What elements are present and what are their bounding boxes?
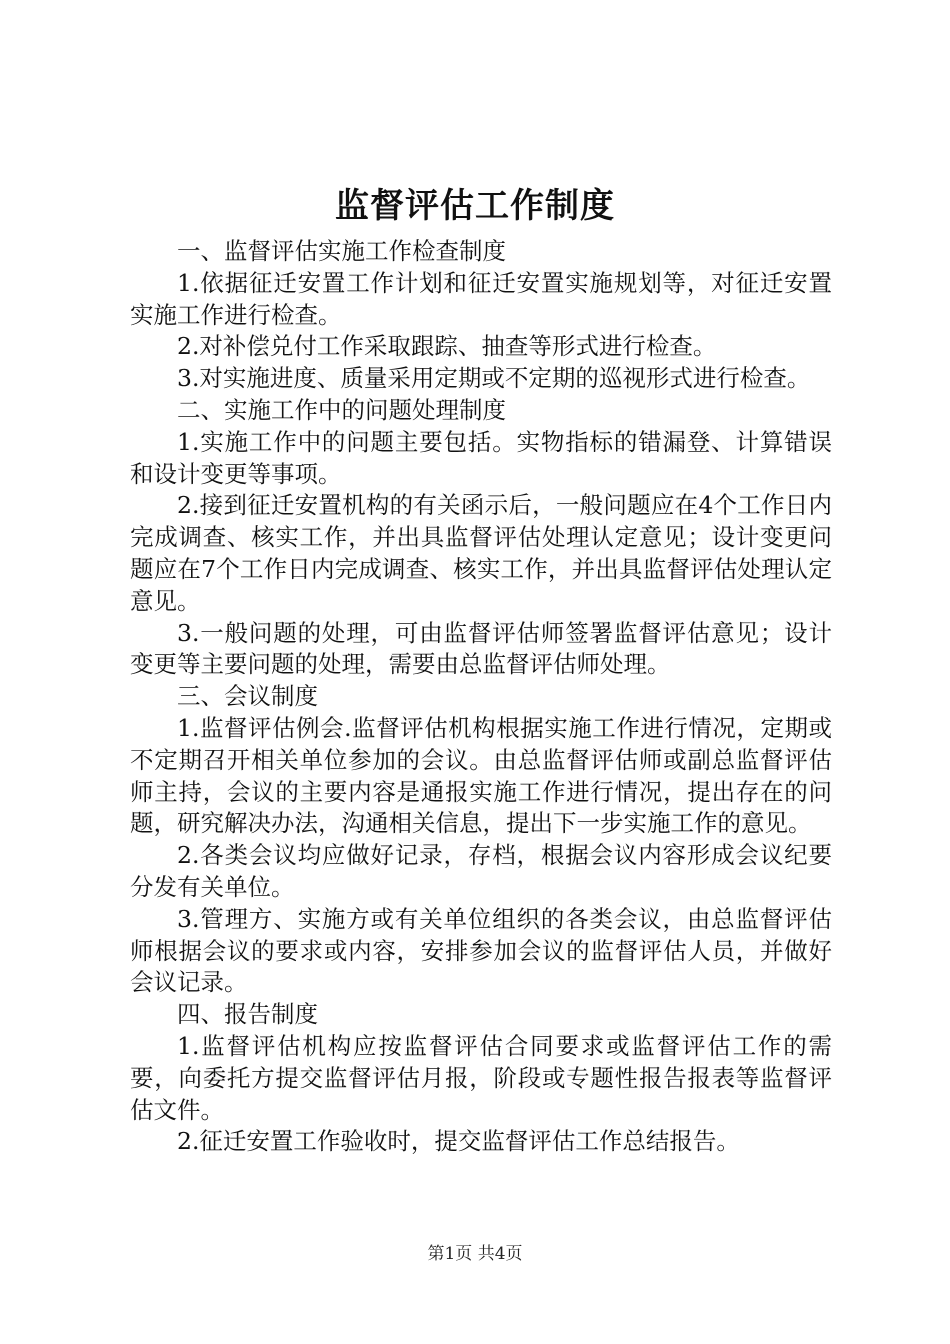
- section-heading: 四、报告制度: [177, 1000, 318, 1029]
- paragraph: 3.管理方、实施方或有关单位组织的各类会议，由总监督评估师根据会议的要求或内容，安排参加会议的监督评估人员，并做好会议记录。: [130, 904, 832, 997]
- section-heading: 一、监督评估实施工作检查制度: [177, 237, 506, 265]
- paragraph: 3.一般问题的处理，可由监督评估师签署监督评估意见；设计变更等主要问题的处理，需要由总监督评估师处理。: [130, 618, 832, 679]
- paragraph: 2.各类会议均应做好记录，存档，根据会议内容形成会议纪要分发有关单位。: [130, 841, 832, 901]
- paragraph: 1.实施工作中的问题主要包括。实物指标的错漏登、计算错误和设计变更等事项。: [130, 427, 832, 488]
- paragraph: 1.监督评估机构应按监督评估合同要求或监督评估工作的需要，向委托方提交监督评估月报，阶段或专题性报告报表等监督评估文件。: [130, 1031, 832, 1124]
- paragraph: 2.征迁安置工作验收时，提交监督评估工作总结报告。: [177, 1127, 740, 1156]
- document-title: 监督评估工作制度: [335, 186, 615, 226]
- page-footer: 第1页 共4页: [427, 1244, 523, 1264]
- paragraph: 2.对补偿兑付工作采取跟踪、抽查等形式进行检查。: [177, 332, 717, 361]
- section-heading: 二、实施工作中的问题处理制度: [177, 395, 506, 424]
- paragraph: 1.监督评估例会.监督评估机构根据实施工作进行情况，定期或不定期召开相关单位参加的会议。由总监督评估师或副总监督评估师主持，会议的主要内容是通报实施工作进行情况，提出存在的问题，研究解决办法，沟通相关信息，提出下一步实施工作的意见。: [130, 713, 832, 838]
- paragraph: 1.依据征迁安置工作计划和征迁安置实施规划等，对征迁安置实施工作进行检查。: [130, 268, 832, 329]
- section-heading: 三、会议制度: [177, 682, 318, 711]
- paragraph: 3.对实施进度、质量采用定期或不定期的巡视形式进行检查。: [177, 364, 811, 393]
- paragraph: 2.接到征迁安置机构的有关函示后，一般问题应在4个工作日内完成调查、核实工作，并出具监督评估处理认定意见；设计变更问题应在7个工作日内完成调查、核实工作，并出具监督评估处理认定意见。: [130, 491, 832, 615]
- document-body: [130, 236, 832, 1158]
